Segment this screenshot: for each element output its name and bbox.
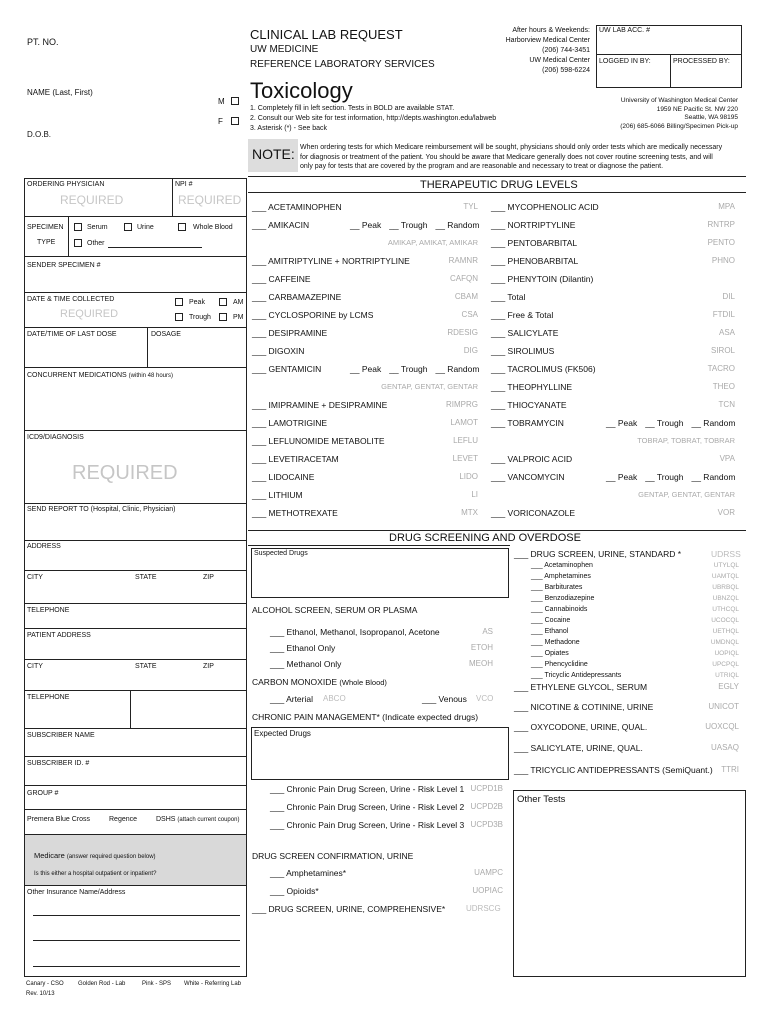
- tdl-item-code: MPA: [718, 202, 735, 211]
- tdl-item-label: ___ CARBAMAZEPINE: [252, 292, 342, 302]
- chronic-pain-item-3[interactable]: [270, 820, 503, 832]
- subscriber-id-label: SUBSCRIBER ID. #: [27, 760, 90, 767]
- tdl-item-nortriptyline[interactable]: [491, 220, 735, 234]
- chronic-pain-code: UCPD1B: [470, 784, 503, 793]
- standard-item-umdnql[interactable]: [531, 639, 739, 650]
- tdl-item-label: ___ LIDOCAINE: [252, 472, 315, 482]
- arterial-code: ABCO: [323, 694, 346, 703]
- random-option[interactable]: __ Random: [435, 220, 480, 230]
- right-test-code: UNICOT: [708, 702, 739, 711]
- right-test-label: ___ TRICYCLIC ANTIDEPRESSANTS (SemiQuant.): [514, 765, 713, 775]
- medicare-question[interactable]: Is this either a hospital outpatient or inpatient?: [34, 871, 157, 877]
- trough-option[interactable]: __ Trough: [389, 220, 428, 230]
- tdl-heading: THERAPEUTIC DRUG LEVELS: [420, 179, 578, 191]
- other-checkbox[interactable]: [74, 239, 82, 247]
- standard-item-label: ___ Opiates: [531, 650, 569, 657]
- tdl-item-phenytoin-dilantin[interactable]: [491, 274, 735, 288]
- standard-item-code: UTHCQL: [712, 606, 739, 613]
- form-subtitle-1: UW MEDICINE: [250, 44, 319, 55]
- name-label: NAME (Last, First): [27, 88, 93, 97]
- right-test-code: TTRI: [721, 765, 739, 774]
- tdl-item-label: ___ IMIPRAMINE + DESIPRAMINE: [252, 400, 388, 410]
- tdl-item-label: ___ LEVETIRACETAM: [252, 454, 339, 464]
- alcohol-item-meoh[interactable]: [270, 659, 493, 671]
- alcohol-heading: ALCOHOL SCREEN, SERUM OR PLASMA: [252, 605, 418, 615]
- tdl-item-acetaminophen[interactable]: [252, 202, 478, 216]
- standard-item-label: ___ Cocaine: [531, 617, 571, 624]
- dob-label: D.O.B.: [27, 130, 52, 139]
- form-title: CLINICAL LAB REQUEST: [250, 27, 403, 42]
- standard-item-code: UOPIQL: [714, 650, 739, 657]
- other-insurance-line-2[interactable]: [33, 940, 240, 941]
- report-telephone-label: TELEPHONE: [27, 607, 70, 614]
- serum-label: Serum: [87, 224, 108, 231]
- concurrent-medications-label: CONCURRENT MEDICATIONS (within 48 hours): [27, 372, 174, 379]
- tdl-item-label: ___ AMIKACIN: [252, 220, 310, 230]
- sender-specimen-label: SENDER SPECIMEN #: [27, 262, 101, 269]
- chronic-pain-code: UCPD3B: [470, 820, 503, 829]
- regence-option[interactable]: Regence: [109, 816, 138, 823]
- patient-state-label: STATE: [135, 663, 157, 670]
- standard-item-label: ___ Benzodiazepine: [531, 595, 595, 602]
- tdl-item-label: ___ PHENYTOIN (Dilantin): [491, 274, 594, 284]
- standard-item-ucocql[interactable]: [531, 617, 739, 628]
- lab-address: University of Washington Medical Center 1959 NE Pacific St. NW 220 Seattle, WA 98195 (206) 685-6066 Billing/Specimen Pick-up: [620, 97, 738, 130]
- alcohol-item-code: ETOH: [470, 643, 493, 652]
- note-label: NOTE:: [252, 146, 295, 162]
- tdl-item-code: DIG: [463, 346, 478, 355]
- other-tests-label: Other Tests: [517, 794, 566, 805]
- right-test-code: EGLY: [718, 682, 739, 691]
- standard-item-code: UBNZQL: [712, 595, 739, 602]
- tdl-item-valproic-acid[interactable]: [491, 454, 735, 468]
- icd-diagnosis-label: ICD9/DIAGNOSIS: [27, 434, 84, 441]
- patient-city-label: CITY: [27, 663, 43, 670]
- peak-trough-random[interactable]: [606, 472, 735, 482]
- standard-item-code: UETHQL: [712, 628, 739, 635]
- form-subtitle-2: REFERENCE LABORATORY SERVICES: [250, 59, 435, 70]
- tdl-item-lithium[interactable]: [252, 490, 478, 504]
- tdl-item-label: ___ NORTRIPTYLINE: [491, 220, 576, 230]
- send-report-label: SEND REPORT TO (Hospital, Clinic, Physician): [27, 506, 176, 513]
- confirmation-code: UOPIAC: [472, 886, 503, 895]
- trough-option[interactable]: __ Trough: [645, 472, 684, 482]
- standard-item-uopiql[interactable]: [531, 650, 739, 661]
- standard-item-code: UMDNQL: [710, 639, 739, 646]
- tdl-item-tacrolimus-fk506[interactable]: [491, 364, 735, 378]
- copy-goldenrod: Golden Rod - Lab: [78, 981, 126, 987]
- tdl-item-amitriptyline-nortriptyline[interactable]: [252, 256, 478, 270]
- type-label: TYPE: [37, 239, 56, 246]
- right-test-label: ___ OXYCODONE, URINE, QUAL.: [514, 722, 648, 732]
- pm-checkbox[interactable]: [219, 313, 227, 321]
- processed-by-label: PROCESSED BY:: [673, 58, 730, 65]
- report-address-label: ADDRESS: [27, 543, 61, 550]
- random-option[interactable]: __ Random: [691, 472, 736, 482]
- standard-item-label: ___ Ethanol: [531, 628, 569, 635]
- subscriber-name-label: SUBSCRIBER NAME: [27, 732, 95, 739]
- tdl-item-label: ___ LEFLUNOMIDE METABOLITE: [252, 436, 385, 446]
- tdl-item-code: CSA: [461, 310, 478, 319]
- tdl-item-pentobarbital[interactable]: [491, 238, 735, 252]
- chronic-pain-item-1[interactable]: [270, 784, 503, 796]
- right-test-unicot[interactable]: [514, 702, 739, 714]
- tdl-item-carbamazepine[interactable]: [252, 292, 478, 306]
- standard-item-ubnzql[interactable]: [531, 595, 739, 606]
- report-city-label: CITY: [27, 574, 43, 581]
- tdl-item-code: ASA: [718, 328, 735, 337]
- toxicology-heading: Toxicology: [250, 78, 353, 103]
- tdl-item-label: ___ Free & Total: [491, 310, 554, 320]
- tdl-item-code: DIL: [722, 292, 735, 301]
- tdl-item-label: ___ CYCLOSPORINE by LCMS: [252, 310, 374, 320]
- tdl-item-code: TACRO: [707, 364, 735, 373]
- right-test-uoxcql[interactable]: [514, 722, 739, 734]
- tdl-item-lamotrigine[interactable]: [252, 418, 478, 432]
- standard-item-label: ___ Cannabinoids: [531, 606, 588, 613]
- trough-label: Trough: [189, 314, 211, 321]
- tdl-item-levetiracetam[interactable]: [252, 454, 478, 468]
- tdl-item-label: ___ THEOPHYLLINE: [491, 382, 573, 392]
- pt-no-label: PT. NO.: [27, 37, 59, 47]
- tdl-item-label: ___ Total: [491, 292, 526, 302]
- report-zip-label: ZIP: [203, 574, 214, 581]
- right-test-label: ___ ETHYLENE GLYCOL, SERUM: [514, 682, 648, 692]
- co-heading: CARBON MONOXIDE (Whole Blood): [252, 677, 387, 687]
- dso-heading: DRUG SCREENING AND OVERDOSE: [389, 532, 581, 544]
- tdl-item-code: PHNO: [711, 256, 735, 265]
- ordering-physician-label: ORDERING PHYSICIAN: [27, 181, 105, 188]
- other-tests-box[interactable]: [513, 790, 746, 977]
- standard-item-label: ___ Phencyclidine: [531, 661, 588, 668]
- date-collected-required[interactable]: REQUIRED: [60, 308, 119, 320]
- tdl-item-label: ___ TOBRAMYCIN: [491, 418, 564, 428]
- peak-option[interactable]: __ Peak: [606, 472, 638, 482]
- whole-blood-checkbox[interactable]: [178, 223, 186, 231]
- tdl-item-desipramine[interactable]: [252, 328, 478, 342]
- tdl-item-code: LEVET: [452, 454, 478, 463]
- arterial-option[interactable]: ___ Arterial: [270, 694, 313, 704]
- confirmation-heading: DRUG SCREEN CONFIRMATION, URINE: [252, 851, 414, 861]
- tdl-item-label: ___ LAMOTRIGINE: [252, 418, 328, 428]
- tdl-item-label: ___ THIOCYANATE: [491, 400, 567, 410]
- tdl-item-caffeine[interactable]: [252, 274, 478, 288]
- patient-address-label: PATIENT ADDRESS: [27, 632, 91, 639]
- other-label: Other: [87, 240, 105, 247]
- medicare-note: When ordering tests for which Medicare reimbursement will be sought, physicians should only order tests which are medically necessary for diagnosis or treatment of the patient. You should be aware that Medicare generally does not cover routine screening tests, and will only pay for tests that are covered by the program and are reasonable and necessary to treat or diagnose the patient.: [300, 144, 723, 170]
- alcohol-item-etoh[interactable]: [270, 643, 493, 655]
- tdl-item-label: ___ DESIPRAMINE: [252, 328, 328, 338]
- expected-drugs-label: Expected Drugs: [254, 729, 311, 738]
- tdl-item-label: ___ METHOTREXATE: [252, 508, 338, 518]
- tdl-item-code: LI: [471, 490, 478, 499]
- confirmation-label: ___ Opioids*: [270, 886, 319, 896]
- urine-checkbox[interactable]: [124, 223, 132, 231]
- venous-code: VCO: [476, 694, 494, 703]
- standard-item-label: ___ Acetaminophen: [531, 562, 593, 569]
- logged-in-by-label: LOGGED IN BY:: [599, 58, 651, 65]
- tdl-item-code: THEO: [712, 382, 735, 391]
- premera-option[interactable]: Premera Blue Cross: [27, 816, 91, 823]
- tdl-item-theophylline[interactable]: [491, 382, 735, 396]
- alcohol-item-code: AS: [482, 627, 493, 636]
- tdl-item-cyclosporine-by-lcms[interactable]: [252, 310, 478, 324]
- standard-item-label: ___ Amphetamines: [531, 573, 591, 580]
- right-test-egly[interactable]: [514, 682, 739, 694]
- tdl-item-voriconazole[interactable]: [491, 508, 735, 522]
- other-insurance-line-3[interactable]: [33, 966, 240, 967]
- tdl-item-lidocaine[interactable]: [252, 472, 478, 486]
- standard-item-code: UPCPQL: [712, 661, 739, 668]
- tdl-item-label: ___ PENTOBARBITAL: [491, 238, 578, 248]
- tdl-item-code: RAMNR: [448, 256, 478, 265]
- random-option[interactable]: __ Random: [435, 364, 480, 374]
- tdl-item-label: ___ TACROLIMUS (FK506): [491, 364, 596, 374]
- peak-trough-random[interactable]: [350, 220, 479, 230]
- tdl-item-code: TYL: [463, 202, 478, 211]
- tdl-item-leflunomide-metabolite[interactable]: [252, 436, 478, 450]
- female-label: F: [218, 117, 223, 126]
- standard-item-upcpql[interactable]: [531, 661, 739, 672]
- random-option[interactable]: __ Random: [691, 418, 736, 428]
- tdl-item-code: VPA: [719, 454, 735, 463]
- tdl-item-code: RNTRP: [707, 220, 735, 229]
- date-collected-label: DATE & TIME COLLECTED: [27, 296, 115, 303]
- tdl-item-code: MTX: [461, 508, 478, 517]
- dshs-option[interactable]: DSHS (attach current coupon): [156, 816, 240, 823]
- copy-white: White - Referring Lab: [184, 981, 242, 987]
- tdl-item-label: ___ VANCOMYCIN: [491, 472, 565, 482]
- tdl-item-code: CBAM: [454, 292, 478, 301]
- lab-use-box: [596, 25, 742, 88]
- last-dose-label: DATE/TIME OF LAST DOSE: [27, 331, 117, 338]
- tdl-item-thiocyanate[interactable]: [491, 400, 735, 414]
- trough-option[interactable]: __ Trough: [645, 418, 684, 428]
- tdl-item-label: ___ DIGOXIN: [252, 346, 305, 356]
- tdl-item-code: LAMOT: [450, 418, 478, 427]
- tdl-item-salicylate[interactable]: [491, 328, 735, 342]
- confirmation-label: ___ Amphetamines*: [270, 868, 347, 878]
- tdl-item-code: TCN: [718, 400, 735, 409]
- alcohol-item-label: ___ Ethanol, Methanol, Isopropanol, Acetone: [270, 627, 440, 637]
- standard-item-code: UTYLQL: [713, 562, 739, 569]
- tdl-item-code: LIDO: [459, 472, 478, 481]
- alcohol-item-as[interactable]: [270, 627, 493, 639]
- male-label: M: [218, 97, 225, 106]
- uw-lab-acc-label: UW LAB ACC. #: [599, 27, 650, 34]
- peak-label: Peak: [189, 299, 205, 306]
- tdl-item-code: RIMPRG: [446, 400, 478, 409]
- am-label: AM: [233, 299, 244, 306]
- tdl-item-label: ___ AMITRIPTYLINE + NORTRIPTYLINE: [252, 256, 410, 266]
- chronic-pain-label: ___ Chronic Pain Drug Screen, Urine - Risk Level 1: [270, 784, 465, 794]
- male-checkbox[interactable]: [231, 97, 239, 105]
- group-label: GROUP #: [27, 790, 59, 797]
- right-test-code: UOXCQL: [705, 722, 739, 731]
- tdl-item-digoxin[interactable]: [252, 346, 478, 360]
- copy-pink: Pink - SPS: [142, 981, 172, 987]
- tdl-item-subcodes: AMIKAP, AMIKAT, AMIKAR: [387, 238, 478, 247]
- right-test-uasaq[interactable]: [514, 743, 739, 755]
- tdl-item-methotrexate[interactable]: [252, 508, 478, 522]
- dosage-label: DOSAGE: [151, 331, 181, 338]
- tdl-item-sirolimus[interactable]: [491, 346, 735, 360]
- tdl-item-label: ___ VORICONAZOLE: [491, 508, 576, 518]
- standard-code: UDRSS: [711, 549, 741, 559]
- chronic-pain-heading: CHRONIC PAIN MANAGEMENT* (Indicate expected drugs): [252, 712, 479, 722]
- right-test-ttri[interactable]: [514, 765, 739, 777]
- tdl-item-free-total[interactable]: [491, 310, 735, 324]
- tdl-item-label: ___ SIROLIMUS: [491, 346, 555, 356]
- confirmation-code: UAMPC: [474, 868, 503, 877]
- tdl-item-label: ___ GENTAMICIN: [252, 364, 322, 374]
- report-state-label: STATE: [135, 574, 157, 581]
- tdl-item-subcodes: GENTAP, GENTAT, GENTAR: [638, 490, 735, 499]
- tdl-item-imipramine-desipramine[interactable]: [252, 400, 478, 414]
- medicare-section: [25, 835, 246, 885]
- standard-item-uamtql[interactable]: [531, 573, 739, 584]
- confirmation-item-uopiac[interactable]: [270, 886, 503, 898]
- standard-item-uthcql[interactable]: [531, 606, 739, 617]
- tdl-item-code: PENTO: [707, 238, 735, 247]
- trough-checkbox[interactable]: [175, 313, 183, 321]
- trough-option[interactable]: __ Trough: [389, 364, 428, 374]
- tdl-item-subcodes: GENTAP, GENTAT, GENTAR: [381, 382, 478, 391]
- tdl-item-label: ___ VALPROIC ACID: [491, 454, 573, 464]
- other-insurance-line-1[interactable]: [33, 915, 240, 916]
- instructions: 1. Completely fill in left section. Tests in BOLD are available STAT. 2. Consult our Web site for test information, http://depts.washington.edu/labweb 3. Asterisk (*) - See back: [250, 105, 497, 132]
- pm-label: PM: [233, 314, 244, 321]
- tdl-item-code: CAFQN: [450, 274, 478, 283]
- comprehensive-screen[interactable]: ___ DRUG SCREEN, URINE, COMPREHENSIVE*: [252, 904, 446, 914]
- comprehensive-code: UDRSCG: [466, 904, 501, 913]
- standard-item-code: UBRBQL: [712, 584, 739, 591]
- standard-item-code: UTRIQL: [715, 672, 739, 679]
- peak-option[interactable]: __ Peak: [606, 418, 638, 428]
- patient-zip-label: ZIP: [203, 663, 214, 670]
- standard-item-ubrbql[interactable]: [531, 584, 739, 595]
- alcohol-item-code: MEOH: [469, 659, 493, 668]
- tdl-item-code: FTDIL: [712, 310, 735, 319]
- npi-required[interactable]: REQUIRED: [178, 193, 242, 207]
- other-insurance-label: Other Insurance Name/Address: [27, 889, 126, 896]
- standard-item-code: UCOCQL: [711, 617, 739, 624]
- standard-item-label: ___ Methadone: [531, 639, 580, 646]
- standard-item-label: ___ Tricyclic Antidepressants: [531, 672, 622, 679]
- venous-option[interactable]: ___ Venous: [422, 694, 467, 704]
- tdl-item-code: RDESIG: [447, 328, 478, 337]
- right-test-code: UASAQ: [710, 743, 739, 752]
- whole-blood-label: Whole Blood: [193, 224, 233, 231]
- diagnosis-required[interactable]: REQUIRED: [72, 462, 178, 484]
- tdl-item-subcodes: TOBRAP, TOBRAT, TOBRAR: [637, 436, 735, 445]
- suspected-drugs-label: Suspected Drugs: [254, 550, 308, 557]
- standard-screen[interactable]: ___ DRUG SCREEN, URINE, STANDARD *: [514, 549, 682, 559]
- other-specimen-line[interactable]: [108, 247, 202, 248]
- tdl-item-total[interactable]: [491, 292, 735, 306]
- tdl-item-code: VOR: [717, 508, 735, 517]
- tdl-item-label: ___ PHENOBARBITAL: [491, 256, 579, 266]
- standard-item-uethql[interactable]: [531, 628, 739, 639]
- urine-label: Urine: [137, 224, 154, 231]
- standard-item-label: ___ Barbiturates: [531, 584, 583, 591]
- chronic-pain-code: UCPD2B: [470, 802, 503, 811]
- alcohol-item-label: ___ Methanol Only: [270, 659, 342, 669]
- peak-trough-random[interactable]: [606, 418, 735, 428]
- medicare-label: Medicare (answer required question below): [34, 851, 156, 860]
- tdl-item-label: ___ CAFFEINE: [252, 274, 311, 284]
- tdl-item-label: ___ LITHIUM: [252, 490, 303, 500]
- patient-telephone-label: TELEPHONE: [27, 694, 70, 701]
- am-checkbox[interactable]: [219, 298, 227, 306]
- copy-canary: Canary - CSO: [26, 981, 64, 987]
- specimen-label: SPECIMEN: [27, 224, 64, 231]
- alcohol-item-label: ___ Ethanol Only: [270, 643, 336, 653]
- right-test-label: ___ NICOTINE & COTININE, URINE: [514, 702, 654, 712]
- tdl-item-code: LEFLU: [453, 436, 478, 445]
- peak-option[interactable]: __ Peak: [350, 220, 382, 230]
- tdl-item-phenobarbital[interactable]: [491, 256, 735, 270]
- tdl-item-mycophenolic-acid[interactable]: [491, 202, 735, 216]
- tdl-item-label: ___ MYCOPHENOLIC ACID: [491, 202, 599, 212]
- tdl-item-code: SIROL: [710, 346, 735, 355]
- standard-item-utylql[interactable]: [531, 562, 739, 573]
- confirmation-item-uampc[interactable]: [270, 868, 503, 880]
- peak-checkbox[interactable]: [175, 298, 183, 306]
- npi-label: NPI #: [175, 181, 193, 188]
- tdl-item-label: ___ SALICYLATE: [491, 328, 559, 338]
- revision: Rev. 10/13: [26, 991, 55, 997]
- after-hours-block: After hours & Weekends: Harborview Medical Center (206) 744-3451 UW Medical Center (206) 598-6224: [505, 27, 590, 74]
- serum-checkbox[interactable]: [74, 223, 82, 231]
- chronic-pain-item-2[interactable]: [270, 802, 503, 814]
- physician-required[interactable]: REQUIRED: [60, 193, 124, 207]
- right-test-label: ___ SALICYLATE, URINE, QUAL.: [514, 743, 643, 753]
- tdl-item-label: ___ ACETAMINOPHEN: [252, 202, 342, 212]
- peak-trough-random[interactable]: [350, 364, 479, 374]
- chronic-pain-label: ___ Chronic Pain Drug Screen, Urine - Risk Level 2: [270, 802, 465, 812]
- standard-item-code: UAMTQL: [711, 573, 739, 580]
- peak-option[interactable]: __ Peak: [350, 364, 382, 374]
- female-checkbox[interactable]: [231, 117, 239, 125]
- chronic-pain-label: ___ Chronic Pain Drug Screen, Urine - Risk Level 3: [270, 820, 465, 830]
